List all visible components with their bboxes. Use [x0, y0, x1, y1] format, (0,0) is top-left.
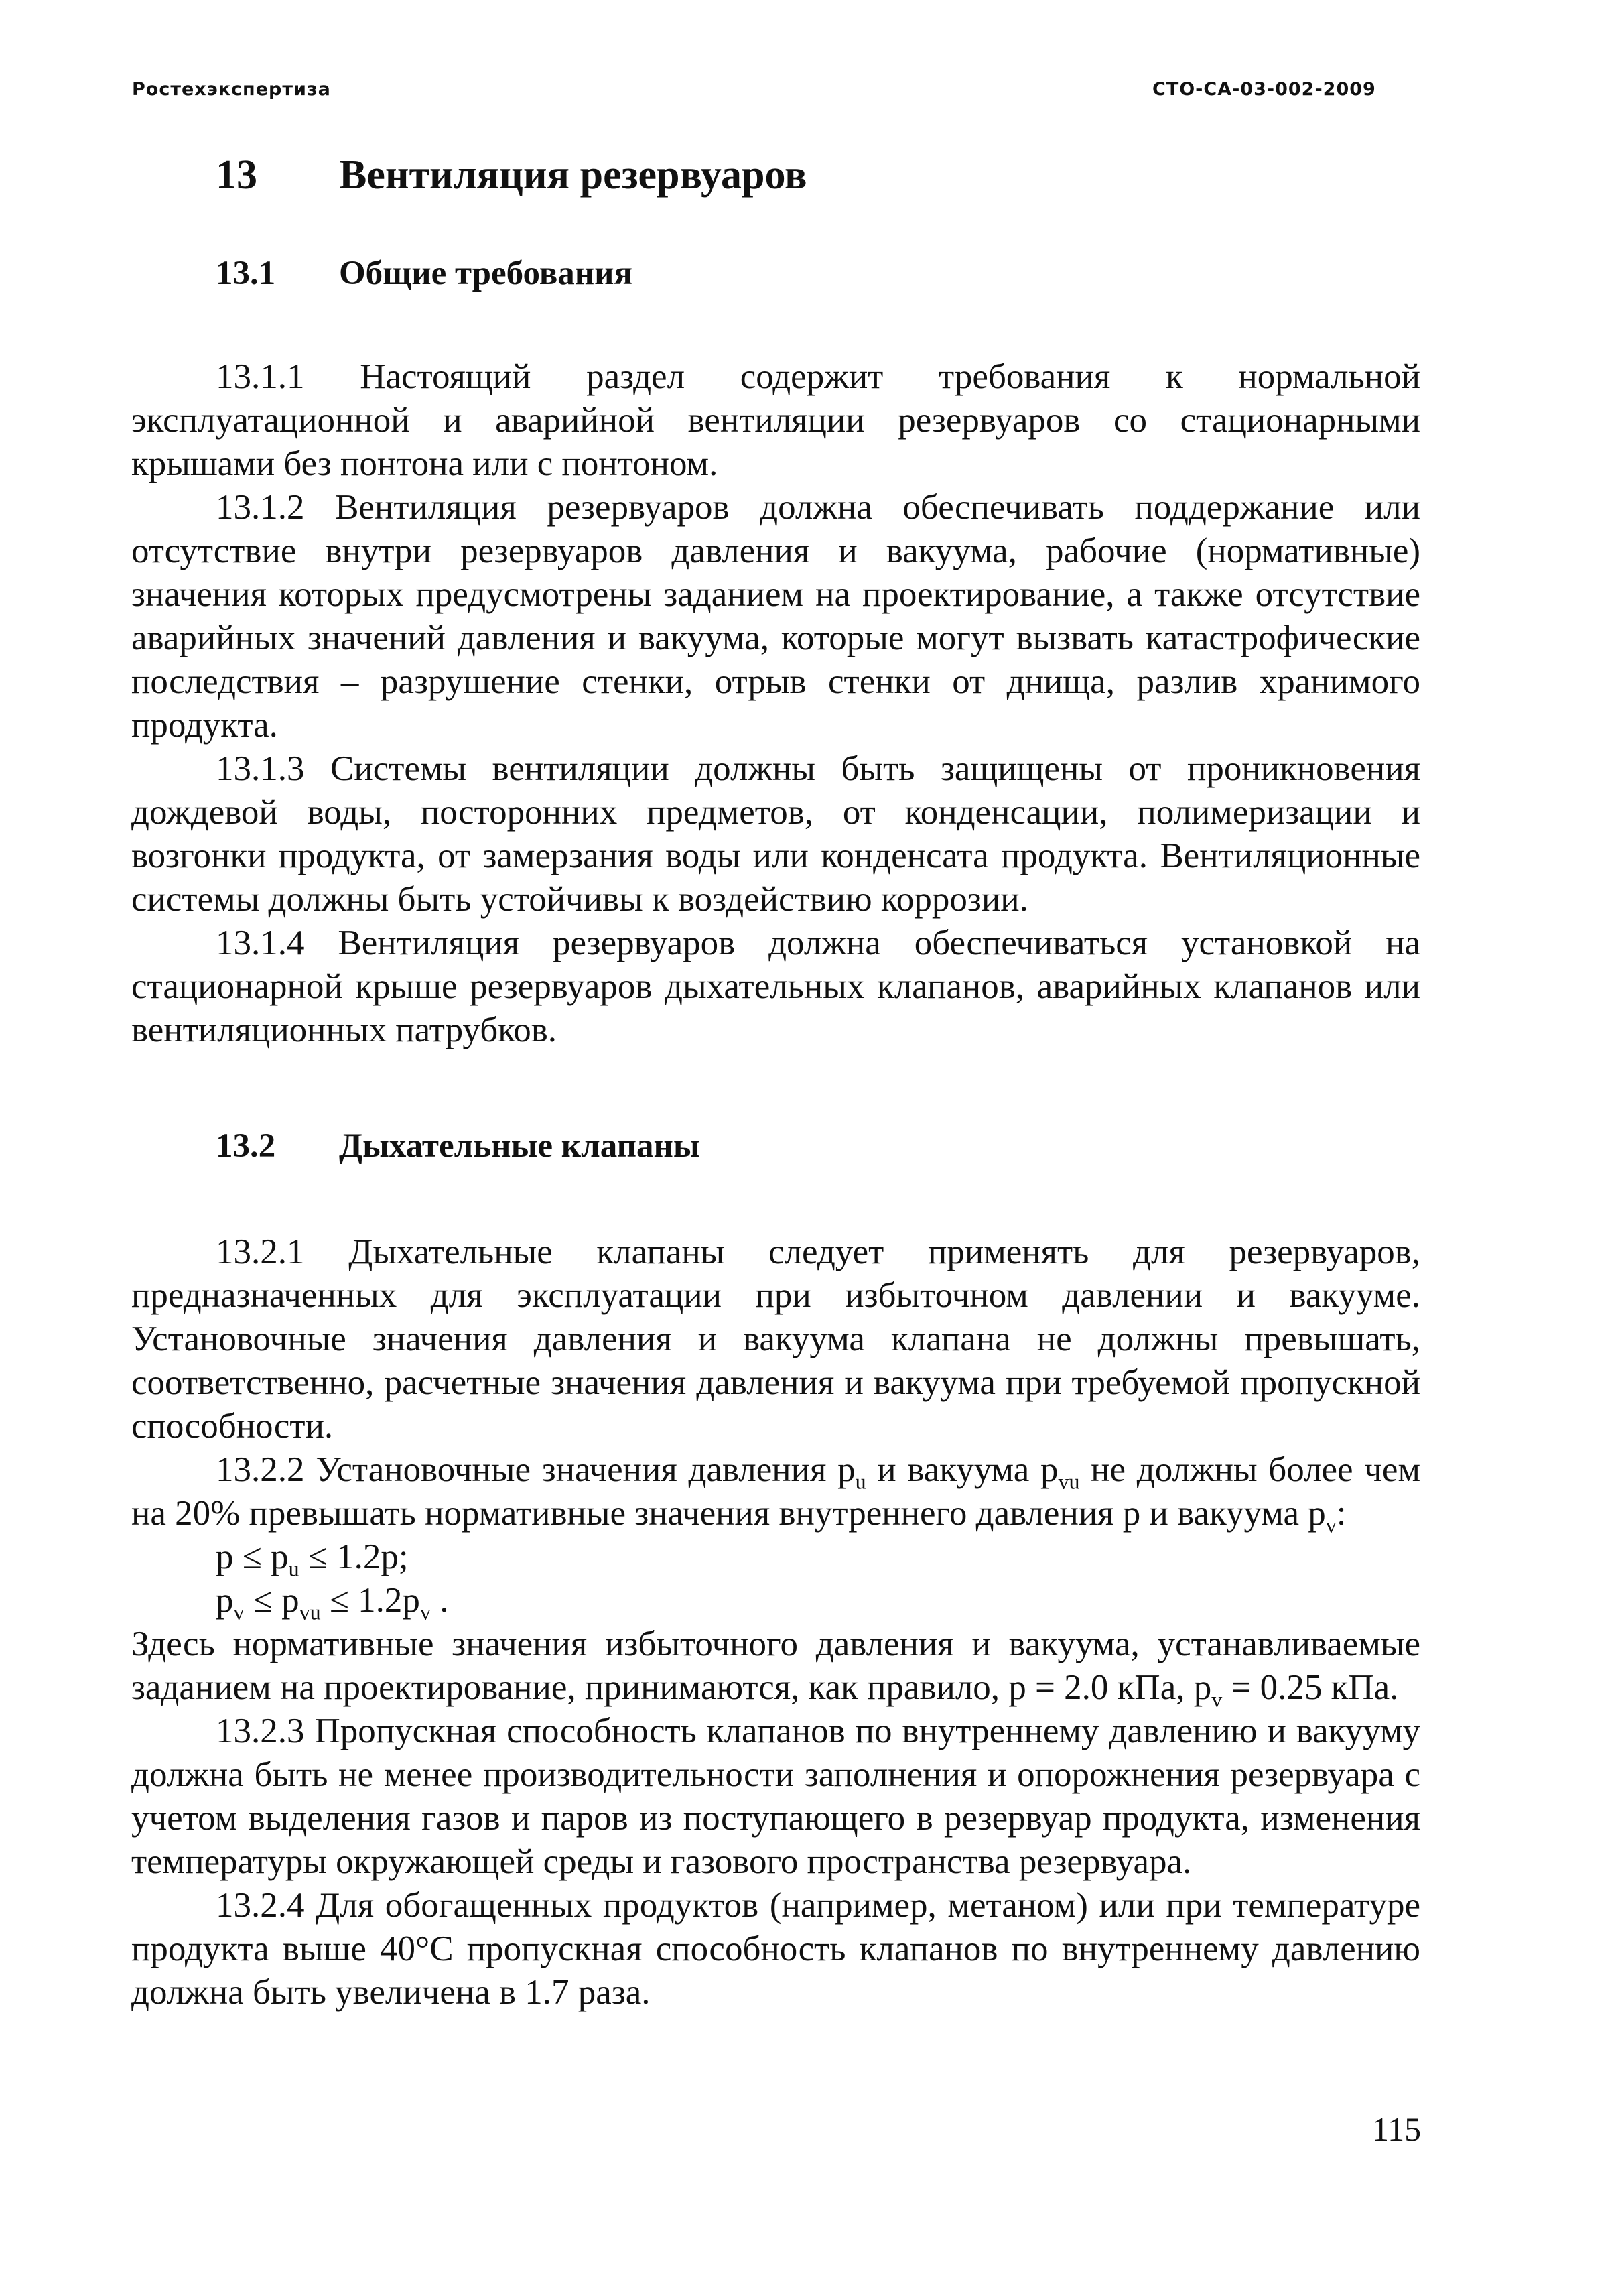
paragraph-13-1-1: 13.1.1 Настоящий раздел содержит требования к нормальной эксплуатационной и аварийной вентиляции резервуаров со стационарными крышами без понтона или с понтоном. [131, 357, 1420, 483]
paragraph-13-1-2: 13.1.2 Вентиляция резервуаров должна обеспечивать поддержание или отсутствие внутри резервуаров давления и вакуума, рабочие (нормативные) значения которых предусмотрены заданием на проектирование, а также отсутствие аварийных значений давления и вакуума, которые могут вызвать катастрофические последствия – разрушение стенки, отрыв стенки от днища, разлив хранимого продукта. [131, 488, 1420, 745]
section-heading [131, 151, 1420, 198]
subsection-number: 13.1 [216, 255, 276, 292]
paragraph-13-2-1: 13.2.1 Дыхательные клапаны следует применять для резервуаров, предназначенных для эксплуатации при избыточном давлении и вакууме. Установочные значения давления и вакуума клапана не должны превышать, соответственно, расчетные значения давления и вакуума при требуемой пропускной способности. [131, 1232, 1420, 1446]
subsection-heading-general [131, 253, 1420, 294]
paragraph-13-2-2: 13.2.2 Установочные значения давления $p_u$ и вакуума $p_{vu}$ не должны более чем на 20% превышать нормативные значения внутреннего давления p и вакуума $p_v$: [131, 1450, 1420, 1537]
formula-vacuum: $p_v \le p_{vu} \le 1.2p_v$ . [216, 1581, 449, 1624]
subsection-title: Общие требования [339, 255, 633, 292]
subsection-title: Дыхательные клапаны [339, 1127, 700, 1165]
page-number: 115 [1372, 2110, 1422, 2148]
paragraph-13-1-4: 13.1.4 Вентиляция резервуаров должна обеспечиваться установкой на стационарной крыше резервуаров дыхательных клапанов, аварийных клапанов или вентиляционных патрубков. [131, 923, 1420, 1049]
paragraph-13-2-4: 13.2.4 Для обогащенных продуктов (например, метаном) или при температуре продукта выше 40°С пропускная способность клапанов по внутреннему давлению должна быть увеличена в 1.7 раза. [131, 1886, 1420, 2012]
header-standard-code: СТО-СА-03-002-2009 [1152, 79, 1376, 100]
header-organization: Ростехэкспертиза [132, 79, 331, 100]
paragraph-13-1-3: 13.1.3 Системы вентиляции должны быть защищены от проникновения дождевой воды, посторонних предметов, от конденсации, полимеризации и возгонки продукта, от замерзания воды или конденсата продукта. Вентиляционные системы должны быть устойчивы к воздействию коррозии. [131, 749, 1420, 919]
page-body [131, 151, 1420, 2015]
formula-pressure: $p \le p_u \le 1.2p$; [216, 1537, 409, 1581]
subsection-heading-valves [131, 1126, 1420, 1166]
section-number: 13 [216, 152, 257, 198]
subsection-number: 13.2 [216, 1127, 276, 1165]
paragraph-13-2-3: 13.2.3 Пропускная способность клапанов по внутреннему давлению и вакууму должна быть не менее производительности заполнения и опорожнения резервуара с учетом выделения газов и паров из поступающего в резервуар продукта, изменения температуры окружающей среды и газового пространства резервуара. [131, 1712, 1420, 1881]
section-title: Вентиляция резервуаров [339, 152, 807, 198]
paragraph-formula-explanation: Здесь нормативные значения избыточного давления и вакуума, устанавливаемые заданием на проектирование, принимаются, как правило, p = 2.0 кПа, $p_v = 0.25$ кПа. [131, 1624, 1420, 1712]
